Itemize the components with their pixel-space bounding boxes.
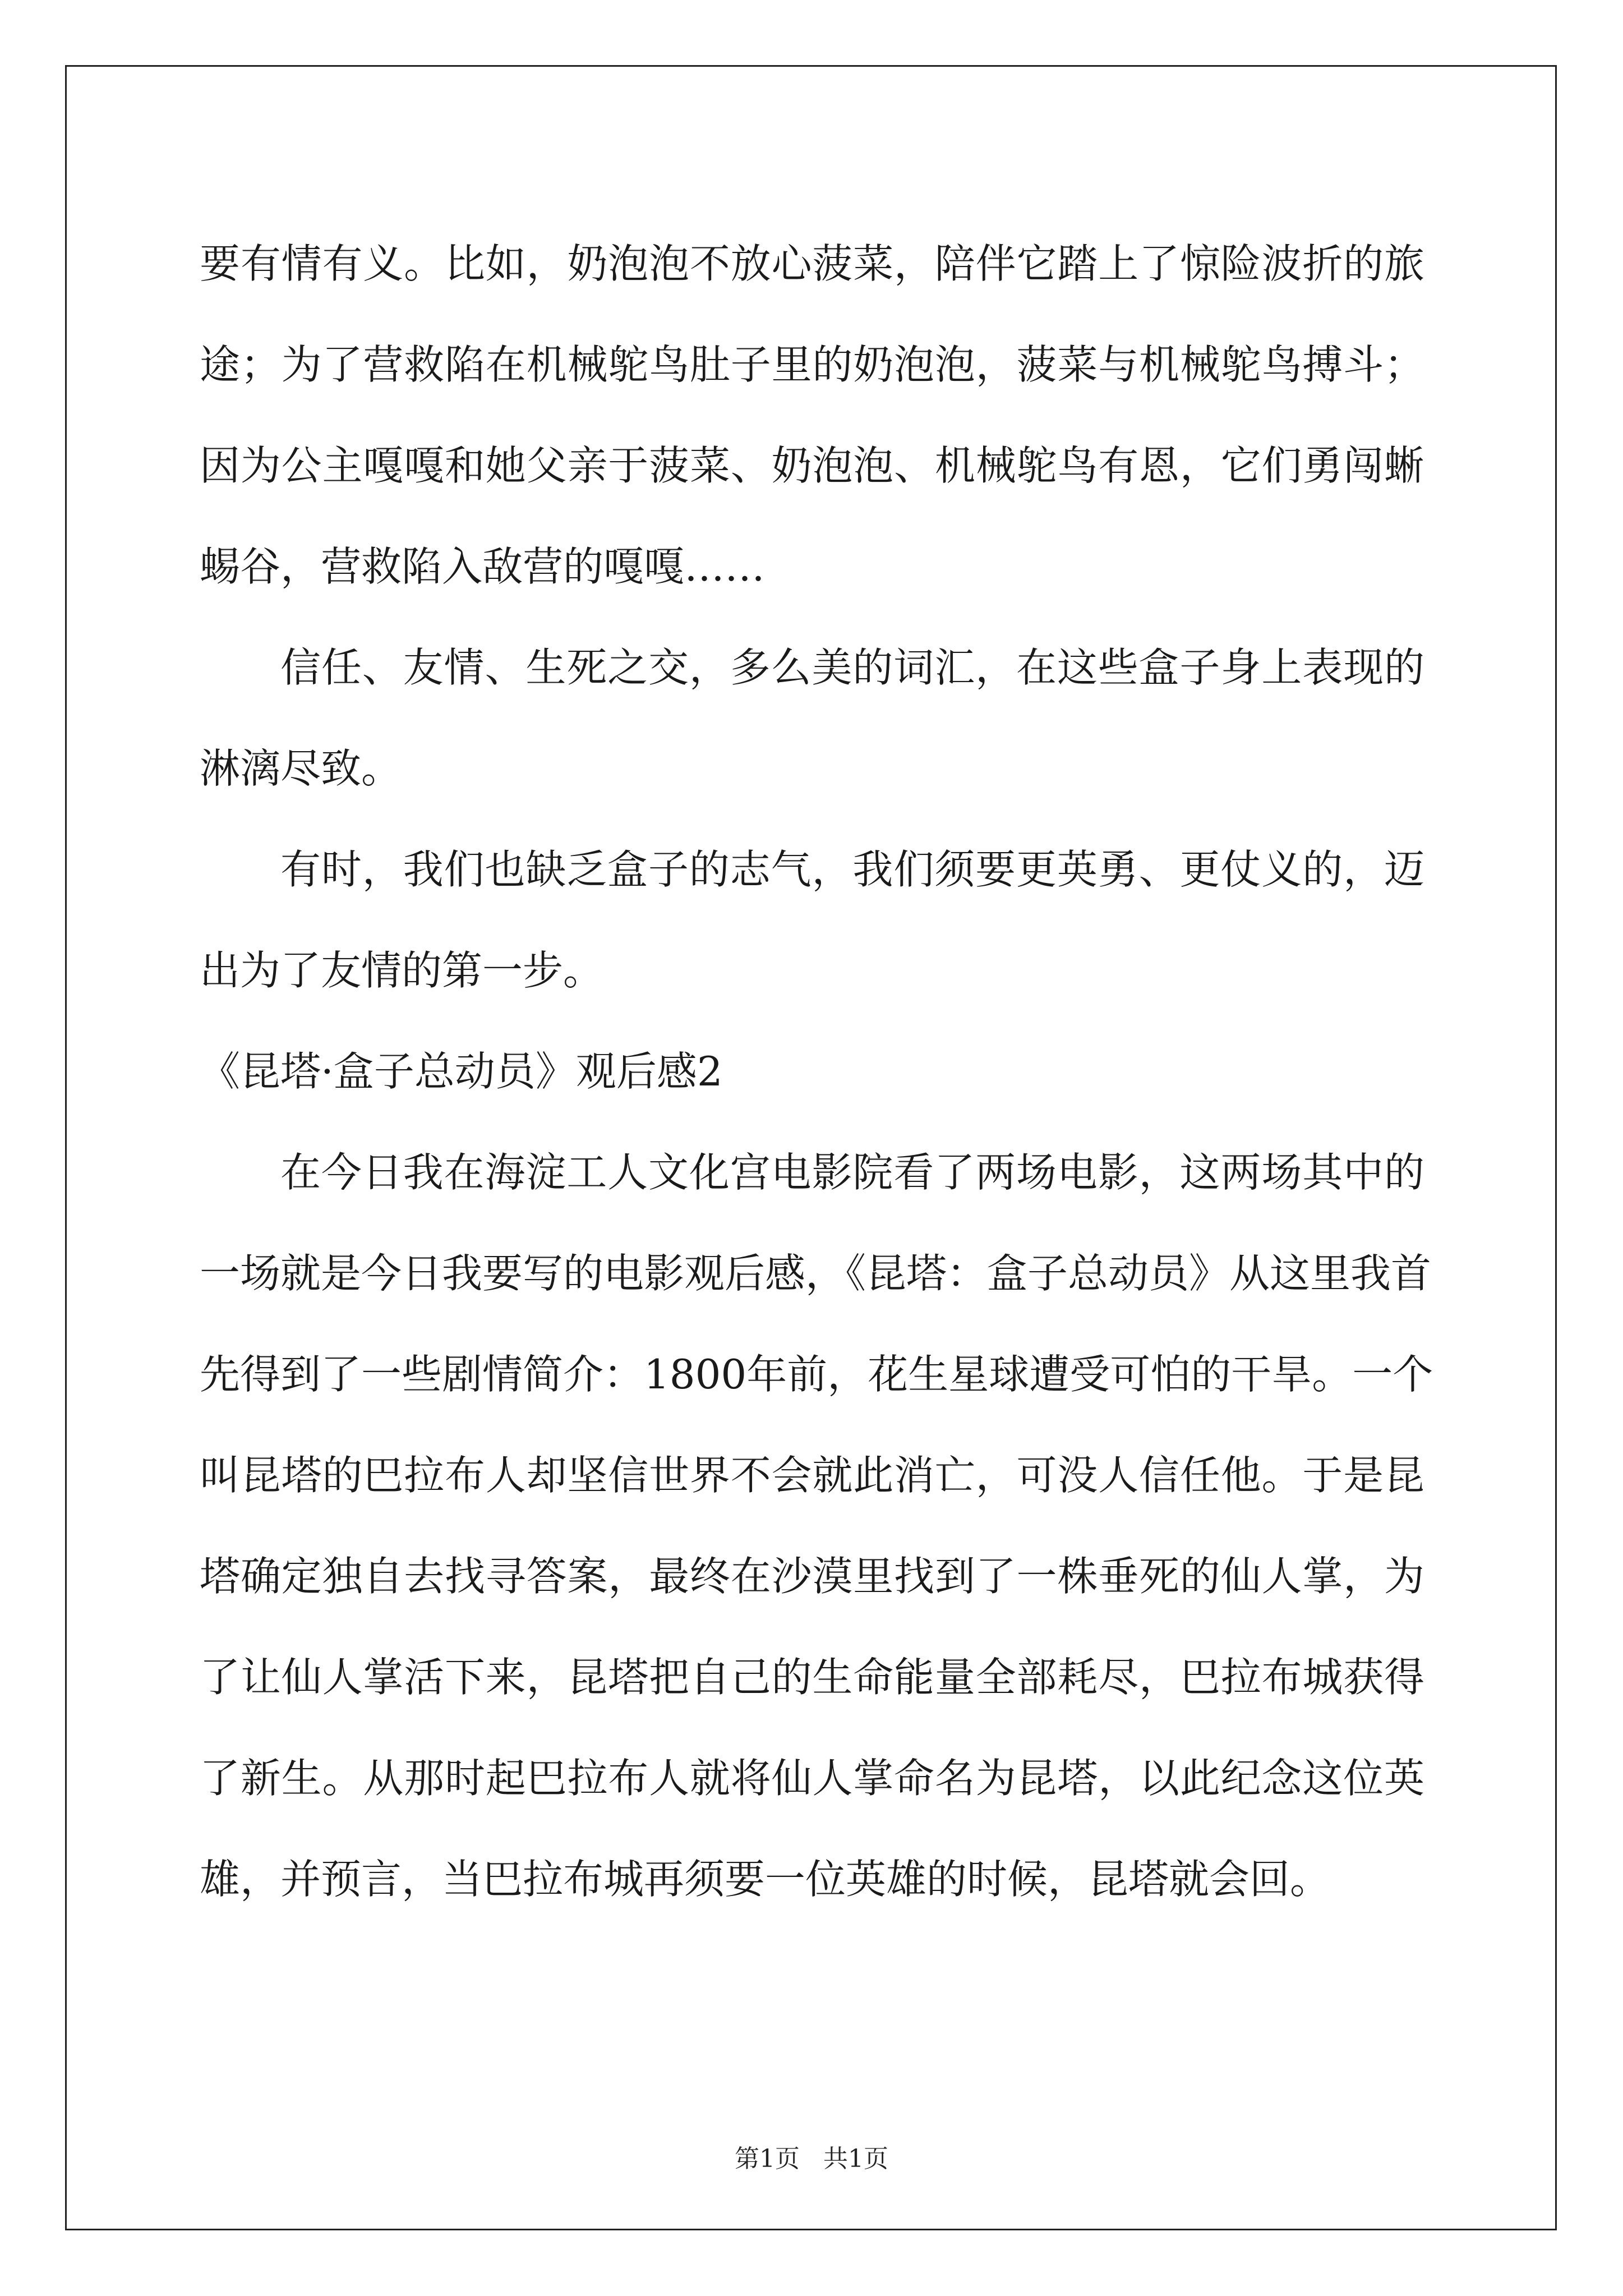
text-line: 一场就是今日我要写的电影观后感，《昆塔：盒子总动员》从这里我首 <box>200 1250 1432 1297</box>
text-line: 先得到了一些剧情简介：1800年前，花生星球遭受可怕的干旱。一个 <box>200 1351 1433 1398</box>
text-line: 了让仙人掌活下来，昆塔把自己的生命能量全部耗尽，巴拉布城获得 <box>200 1654 1424 1701</box>
page-total: 共1页 <box>823 2145 888 2173</box>
text-line: 有时，我们也缺乏盒子的志气，我们须要更英勇、更仗义的，迈 <box>280 846 1424 893</box>
text-line: 淋漓尽致。 <box>200 745 402 792</box>
text-line: 途；为了营救陷在机械鸵鸟肚子里的奶泡泡，菠菜与机械鸵鸟搏斗； <box>200 341 1424 388</box>
text-line: 信任、友情、生死之交，多么美的词汇，在这些盒子身上表现的 <box>280 644 1424 691</box>
text-line: 了新生。从那时起巴拉布人就将仙人掌命名为昆塔，以此纪念这位英 <box>200 1755 1424 1802</box>
section-title: 《昆塔·盒子总动员》观后感2 <box>200 1048 723 1095</box>
text-line: 出为了友情的第一步。 <box>200 947 604 994</box>
text-line: 因为公主嘎嘎和她父亲于菠菜、奶泡泡、机械鸵鸟有恩，它们勇闯蜥 <box>200 442 1424 489</box>
text-line: 雄，并预言，当巴拉布城再须要一位英雄的时候，昆塔就会回。 <box>200 1856 1331 1903</box>
text-line: 要有情有义。比如，奶泡泡不放心菠菜，陪伴它踏上了惊险波折的旅 <box>200 240 1424 287</box>
text-line: 塔确定独自去找寻答案，最终在沙漠里找到了一株垂死的仙人掌，为 <box>200 1553 1424 1600</box>
text-line: 在今日我在海淀工人文化宫电影院看了两场电影，这两场其中的 <box>280 1149 1424 1196</box>
text-line: 蜴谷，营救陷入敌营的嘎嘎…… <box>200 543 766 590</box>
text-line: 叫昆塔的巴拉布人却坚信世界不会就此消亡，可没人信任他。于是昆 <box>200 1452 1424 1499</box>
document-body <box>200 213 1433 1930</box>
page-number: 第1页 <box>735 2145 800 2173</box>
page-footer <box>0 2138 1623 2174</box>
